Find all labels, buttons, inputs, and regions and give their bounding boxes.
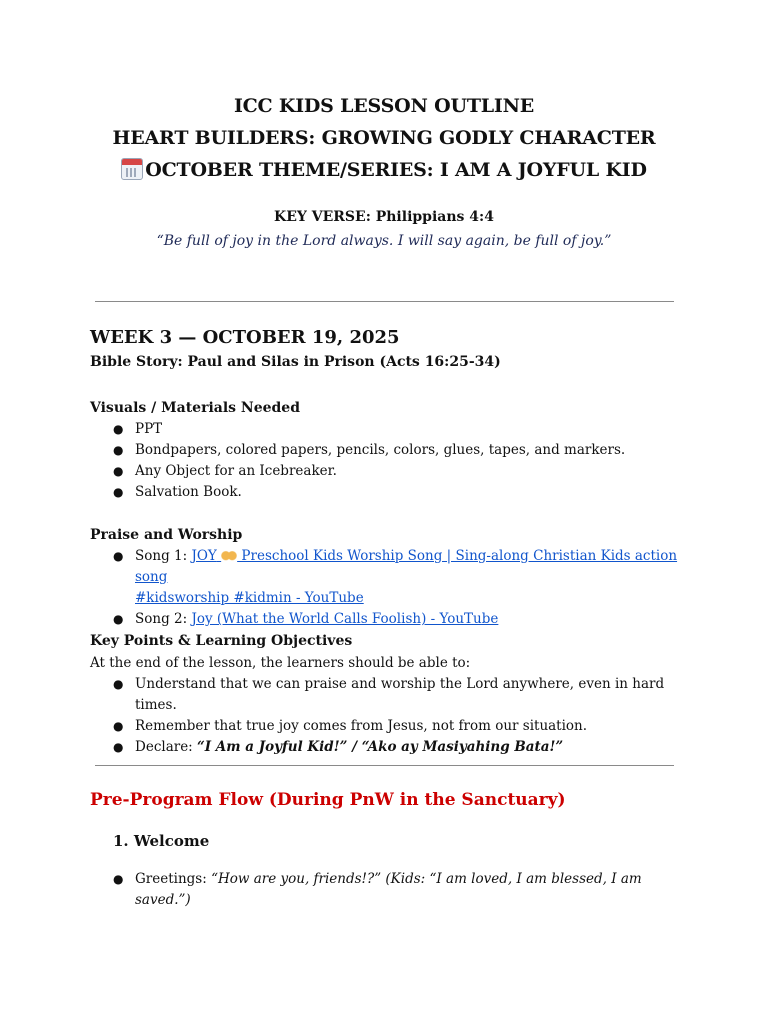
theme-title-text: OCTOBER THEME/SERIES: I AM A JOYFUL KID	[145, 159, 647, 181]
week-heading: WEEK 3 — OCTOBER 19, 2025	[90, 327, 400, 348]
list-item	[90, 440, 690, 461]
calendar-icon	[121, 158, 143, 180]
list-item-text: Any Object for an Icebreaker.	[135, 463, 337, 479]
greetings-text: “How are you, friends!?” (Kids: “I am loved, I am blessed, I am saved.”)	[135, 871, 642, 908]
horizontal-divider	[95, 301, 674, 302]
raising-hands-icon	[221, 548, 237, 562]
list-item	[90, 609, 690, 630]
preprogram-heading: Pre-Program Flow (During PnW in the Sanctuary)	[90, 790, 566, 810]
worship-heading: Praise and Worship	[90, 527, 243, 543]
declare-text: “I Am a Joyful Kid!” / “Ako ay Masiyahing Bata!”	[197, 739, 564, 755]
song1-link-text: Preschool Kids Worship Song | Sing-along Christian Kids action song	[135, 548, 678, 585]
bullet-icon: ●	[113, 485, 124, 499]
list-item	[90, 546, 690, 609]
bullet-icon: ●	[113, 549, 124, 563]
welcome-heading: 1. Welcome	[113, 832, 210, 850]
materials-list	[90, 419, 690, 503]
list-item	[90, 716, 690, 737]
songs-list	[90, 546, 690, 630]
bullet-icon: ●	[113, 443, 124, 457]
bullet-icon: ●	[113, 464, 124, 478]
song1-label: Song 1:	[135, 548, 192, 564]
greetings-label: Greetings:	[135, 871, 212, 887]
bullet-icon: ●	[113, 612, 124, 626]
theme-title	[0, 158, 768, 181]
list-item	[90, 461, 690, 482]
list-item	[90, 869, 690, 911]
bible-story: Bible Story: Paul and Silas in Prison (Acts 16:25-34)	[90, 354, 501, 370]
bullet-icon: ●	[113, 719, 124, 733]
key-verse-label: KEY VERSE: Philippians 4:4	[274, 209, 494, 225]
bullet-icon: ●	[113, 740, 124, 754]
objectives-heading: Key Points & Learning Objectives	[90, 633, 353, 649]
list-item	[90, 674, 690, 716]
song1-link-text: #kidsworship #kidmin - YouTube	[135, 590, 364, 606]
document-subtitle: HEART BUILDERS: GROWING GODLY CHARACTER	[112, 127, 656, 149]
list-item-text: Bondpapers, colored papers, pencils, colors, glues, tapes, and markers.	[135, 442, 626, 458]
welcome-list	[90, 869, 690, 911]
list-item-text: Understand that we can praise and worship the Lord anywhere, even in hard times.	[135, 676, 665, 713]
bullet-icon: ●	[113, 422, 124, 436]
declare-label: Declare:	[135, 739, 198, 755]
bullet-icon: ●	[113, 677, 124, 691]
list-item-text: PPT	[135, 421, 163, 437]
document-title: ICC KIDS LESSON OUTLINE	[233, 95, 535, 117]
key-verse-text: “Be full of joy in the Lord always. I will say again, be full of joy.”	[156, 233, 612, 249]
objectives-intro: At the end of the lesson, the learners should be able to:	[90, 655, 471, 671]
song1-link-text: JOY	[191, 548, 217, 564]
song2-link[interactable]: Joy (What the World Calls Foolish) - YouTube	[191, 611, 499, 627]
materials-heading: Visuals / Materials Needed	[90, 400, 301, 416]
list-item	[90, 482, 690, 503]
objectives-list	[90, 674, 690, 758]
list-item	[90, 419, 690, 440]
song1-link[interactable]	[135, 548, 677, 606]
horizontal-divider	[95, 765, 674, 766]
song2-label: Song 2:	[135, 611, 192, 627]
bullet-icon: ●	[113, 872, 124, 886]
list-item	[90, 737, 690, 758]
list-item-text: Remember that true joy comes from Jesus, not from our situation.	[135, 718, 588, 734]
list-item-text: Salvation Book.	[135, 484, 242, 500]
